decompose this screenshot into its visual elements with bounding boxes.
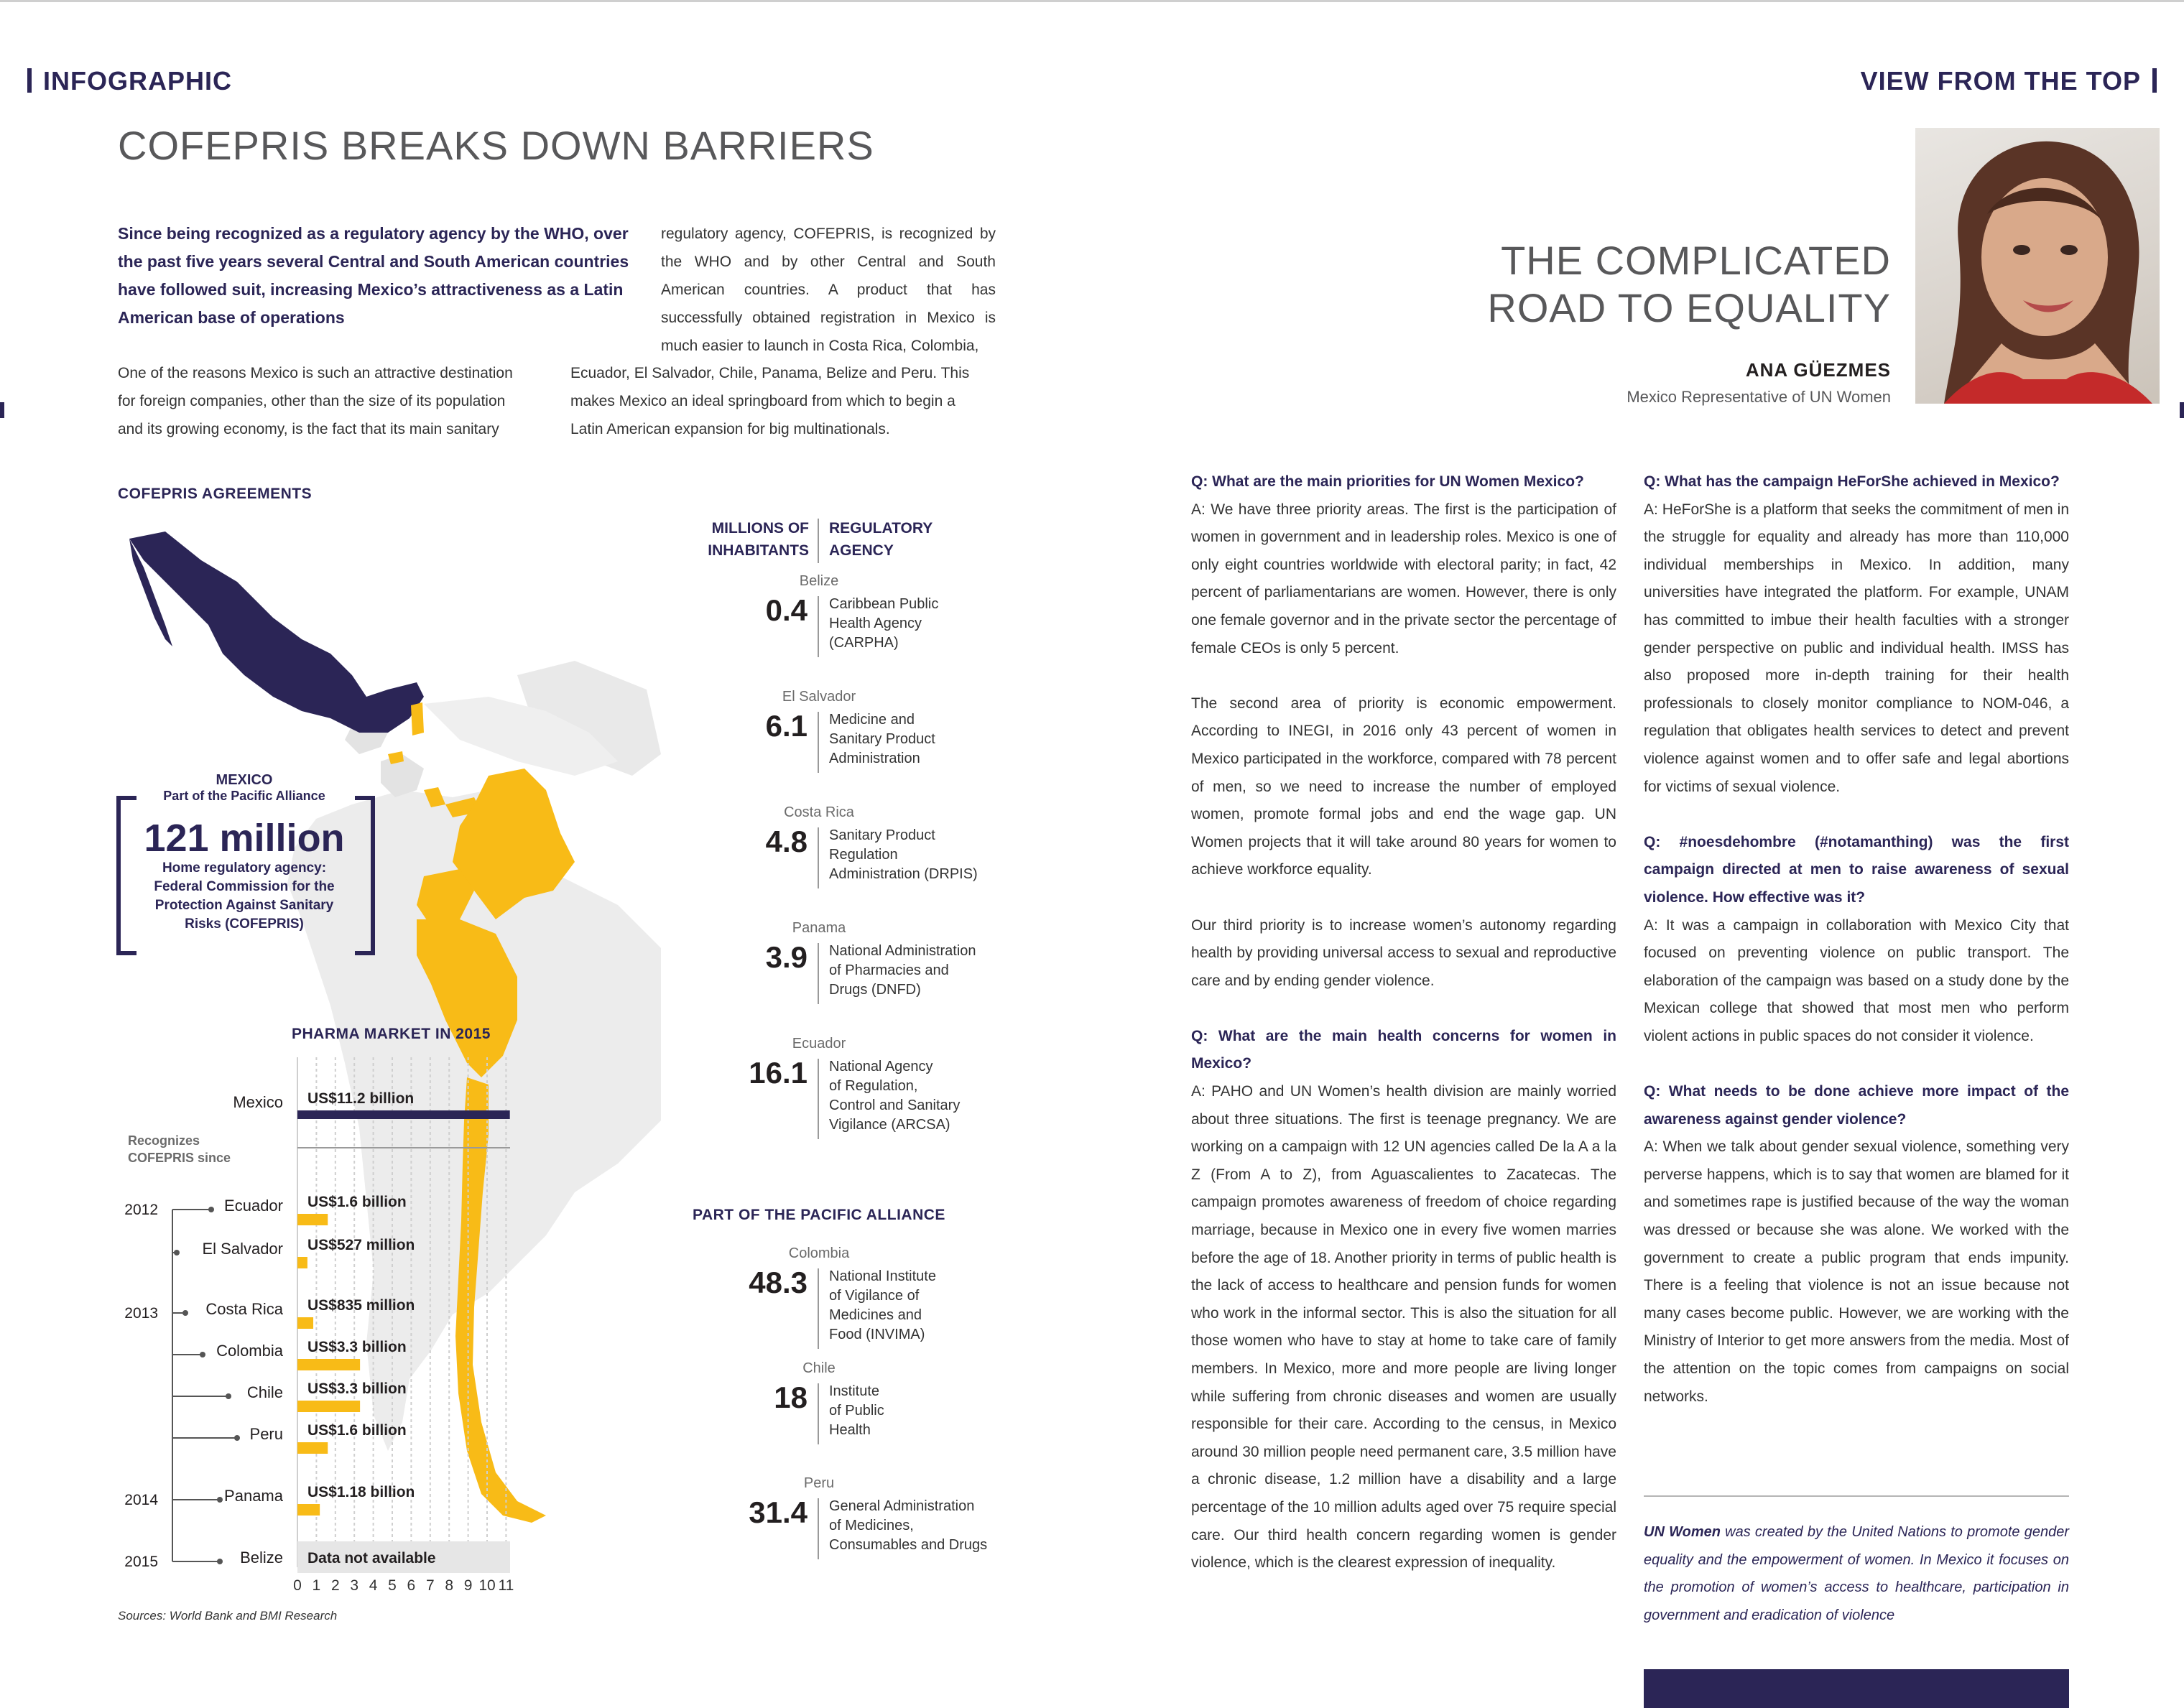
country-population: 4.8 <box>765 825 808 858</box>
country-agency-line: Caribbean Public <box>829 596 939 612</box>
unwomen-name: UN Women <box>1644 1524 1721 1540</box>
country-name: Peru <box>803 1475 835 1491</box>
chart-bar <box>297 1359 360 1370</box>
country-agency <box>829 1382 1001 1440</box>
mexico-agency-line: Home regulatory agency: <box>162 860 327 876</box>
agreements-heading: COFEPRIS AGREEMENTS <box>118 486 313 502</box>
page-title-left: COFEPRIS BREAKS DOWN BARRIERS <box>118 123 874 168</box>
mexico-subtitle: Part of the Pacific Alliance <box>163 789 325 803</box>
chart-data-label: US$835 million <box>307 1297 415 1314</box>
chart-bar <box>297 1214 328 1225</box>
lead-paragraph: Since being recognized as a regulatory agency by the WHO, over the past five years several Central and South American countries have followed suit, increasing Mexico’s attractiveness as a Latin American base of operations <box>118 224 629 327</box>
country-agency-line: of Pharmacies and <box>829 962 949 978</box>
chart-tick-label: 4 <box>369 1577 378 1594</box>
pacific-alliance-heading: PART OF THE PACIFIC ALLIANCE <box>693 1207 945 1223</box>
chart-year-label: 2013 <box>124 1305 158 1322</box>
country-divider <box>818 596 819 657</box>
country-agency-line: Administration <box>829 751 920 766</box>
body-col2-bottom <box>570 359 1001 443</box>
country-agency <box>829 826 1001 884</box>
chart-category-label: Mexico <box>233 1093 283 1111</box>
chart-data-label: US$1.6 billion <box>307 1194 407 1210</box>
country-agency-line: Health Agency <box>829 616 922 631</box>
chart-bar <box>297 1317 313 1329</box>
col-head-divider <box>818 519 819 563</box>
chart-data-label: US$3.3 billion <box>307 1339 407 1355</box>
qa-column-2 <box>1644 468 2069 1411</box>
body-line: for foreign companies, other than the size of its population <box>118 393 506 409</box>
page-title-right-l1: THE COMPLICATED <box>1501 238 1891 283</box>
pharma-market-chart <box>108 1049 539 1595</box>
chart-tick-label: 11 <box>498 1577 514 1594</box>
body-line: Ecuador, El Salvador, Chile, Panama, Belize and Peru. This <box>570 365 970 381</box>
country-name: Chile <box>802 1360 836 1376</box>
recognizes-label-l1: Recognizes <box>128 1133 200 1148</box>
chart-year-label: 2015 <box>124 1554 158 1570</box>
page-title-right <box>1487 237 1891 332</box>
chart-category-label: Costa Rica <box>205 1300 283 1318</box>
country-agency <box>829 1497 1001 1555</box>
country-population: 31.4 <box>749 1495 808 1529</box>
chart-tick-label: 7 <box>425 1577 435 1594</box>
chart-tick-label: 9 <box>463 1577 473 1594</box>
interviewee-role: Mexico Representative of UN Women <box>1627 388 1891 406</box>
country-divider <box>818 1268 819 1349</box>
chart-category-label: Belize <box>240 1549 283 1567</box>
country-agency-line: Medicine and <box>829 712 915 728</box>
country-name: Panama <box>792 920 846 936</box>
body-line: One of the reasons Mexico is such an attractive destination <box>118 365 513 381</box>
country-agency <box>829 595 1001 653</box>
chart-tick-label: 8 <box>445 1577 454 1594</box>
country-divider <box>818 1059 819 1139</box>
country-divider <box>818 1498 819 1559</box>
qa-spacer <box>1191 884 1616 912</box>
col-head-inhabitants-l1: MILLIONS OF <box>711 520 809 537</box>
chart-category-label: Ecuador <box>224 1197 283 1215</box>
map-mexico-shape <box>129 532 424 733</box>
qa-spacer <box>1191 995 1616 1023</box>
country-agency-line: Sanitary Product <box>829 731 935 747</box>
mexico-agency-line: Protection Against Sanitary <box>154 898 334 913</box>
qa-answer: A: We have three priority areas. The first is the participation of women in government and in leadership roles. Mexico is one of only eight countries worldwide with electoral parity; in fact, 42 percent of parliamentarians are women. However, there is only one female governor and in the private sector the percentage of female CEOs is only 5 percent. <box>1191 501 1616 656</box>
country-agency-line: Medicines and <box>829 1307 922 1323</box>
qa-question: Q: #noesdehombre (#notamanthing) was the first campaign directed at men to raise awareness of sexual violence. How effective was it? <box>1644 833 2069 906</box>
qa-answer: A: It was a campaign in collaboration with Mexico City that focused on preventing violence on public transport. The elaboration of the campaign was based on a study done by the Mexican college that showed that most men who perform violent actions in public spaces do not consider it violence. <box>1644 916 2069 1044</box>
chart-year-dot <box>217 1559 223 1564</box>
country-population: 16.1 <box>749 1056 808 1090</box>
qa-question: Q: What are the main health concerns for women in Mexico? <box>1191 1027 1616 1072</box>
country-population: 0.4 <box>765 593 808 627</box>
chart-year-label: 2014 <box>124 1492 158 1508</box>
chart-tick-label: 2 <box>330 1577 340 1594</box>
col-head-agency <box>829 517 973 562</box>
chart-bar <box>297 1442 328 1454</box>
country-divider <box>818 943 819 1004</box>
page-title-right-l2: ROAD TO EQUALITY <box>1487 285 1891 330</box>
country-name: El Salvador <box>782 689 856 705</box>
country-divider <box>818 1383 819 1444</box>
qa-spacer <box>1191 662 1616 690</box>
country-agency <box>829 1267 1001 1345</box>
country-population: 48.3 <box>749 1266 808 1299</box>
mexico-population: 121 million <box>144 817 345 860</box>
unwomen-text: was created by the United Nations to promote gender equality and the empowerment of women. In Mexico it focuses on the promotion of women’s access to healthcare, participation in government and eradication of violence <box>1644 1524 2069 1623</box>
country-agency-line: of Medicines, <box>829 1518 914 1533</box>
section-label-view-from-the-top: VIEW FROM THE TOP <box>1861 66 2157 96</box>
col-head-agency-l1: REGULATORY <box>829 520 933 537</box>
qa-spacer <box>1644 1050 2069 1078</box>
chart-data-label: US$1.18 billion <box>307 1484 415 1500</box>
unwomen-box-rule <box>1644 1495 2069 1497</box>
country-agency <box>829 1057 1001 1135</box>
country-agency-line: National Institute <box>829 1268 936 1284</box>
country-agency-line: Sanitary Product <box>829 827 935 843</box>
country-agency-line: of Public <box>829 1403 884 1419</box>
qa-spacer <box>1644 801 2069 829</box>
country-name: Colombia <box>788 1245 850 1261</box>
eye-left <box>2013 245 2030 255</box>
qa-answer: A: When we talk about gender sexual violence, something very perverse happens, which is to say that women are blamed for it and sometimes rape is justified because of the way the woman was dressed or because she was alone. We worked with the government to create a public program that ends impunity. There is a feeling that violence is not an issue because not many cases become public. However, we are working with the Ministry of Interior to get more answers from the media. Most of the attention on the topic comes from campaigns on social networks. <box>1644 1138 2069 1405</box>
country-agency-line: Health <box>829 1422 871 1438</box>
body-line: Latin American expansion for big multinationals. <box>570 421 890 437</box>
chart-data-label: US$1.6 billion <box>307 1422 407 1439</box>
country-agency-line: National Agency <box>829 1059 933 1075</box>
chart-year-dot <box>208 1207 214 1212</box>
chart-year-dot <box>200 1352 205 1357</box>
country-agency-line: Regulation <box>829 847 898 863</box>
chart-category-label: Peru <box>249 1425 283 1443</box>
chart-bar <box>297 1504 320 1516</box>
country-agency-line: Consumables and Drugs <box>829 1537 988 1553</box>
sources-note: Sources: World Bank and BMI Research <box>118 1609 338 1623</box>
top-rule <box>0 0 2184 2</box>
col-head-inhabitants <box>694 517 809 562</box>
qa-answer: The second area of priority is economic empowerment. According to INEGI, in 2016 only 43 percent of women in Mexico participated in the workforce, compared with 78 percent of men, so we need to increase the number of employed women, promote formal jobs and end the wage gap. UN Women projects that it will take around 80 years for women to achieve workforce equality. <box>1191 695 1616 878</box>
qa-question: Q: What needs to be done achieve more impact of the awareness against gender violence? <box>1644 1083 2069 1128</box>
eye-right <box>2060 245 2078 255</box>
country-agency-line: National Administration <box>829 943 976 959</box>
unwomen-note <box>1644 1518 2069 1629</box>
country-population: 3.9 <box>765 940 808 974</box>
body-col1 <box>118 359 563 443</box>
country-divider <box>818 712 819 773</box>
qa-column-1 <box>1191 468 1616 1577</box>
chart-year-dot <box>174 1250 180 1256</box>
chart-year-dot <box>226 1393 231 1399</box>
country-agency-line: Institute <box>829 1383 880 1399</box>
mexico-agency-line: Federal Commission for the <box>154 879 335 894</box>
map-belize-shape <box>411 702 424 735</box>
chart-year-label: 2012 <box>124 1202 158 1218</box>
interviewee-name: ANA GÜEZMES <box>1745 359 1891 381</box>
chart-tick-label: 5 <box>388 1577 397 1594</box>
qa-question: Q: What are the main priorities for UN Women Mexico? <box>1191 473 1584 490</box>
country-agency <box>829 942 1001 1000</box>
country-divider <box>818 827 819 888</box>
chart-tick-label: 10 <box>478 1577 496 1594</box>
country-agency-line: Food (INVIMA) <box>829 1327 925 1342</box>
country-name: Belize <box>799 573 839 589</box>
country-agency-line: (CARPHA) <box>829 635 899 651</box>
col-head-agency-l2: AGENCY <box>829 542 894 559</box>
chart-category-label: Panama <box>224 1487 283 1505</box>
chart-title: PHARMA MARKET IN 2015 <box>292 1026 491 1042</box>
chart-bar <box>297 1401 360 1412</box>
chart-year-dot <box>234 1435 240 1441</box>
footer-navy-bar <box>1644 1669 2069 1708</box>
country-name: Ecuador <box>792 1036 846 1052</box>
portrait-illustration <box>1915 128 2160 404</box>
chart-category-label: El Salvador <box>202 1240 283 1258</box>
page-tick-left <box>0 402 4 418</box>
country-population: 6.1 <box>765 709 808 743</box>
chart-year-dot <box>217 1497 223 1503</box>
section-label-infographic: INFOGRAPHIC <box>27 66 232 96</box>
chart-data-label: Data not available <box>307 1550 436 1567</box>
chart-tick-label: 1 <box>312 1577 321 1594</box>
chart-year-dot <box>182 1310 188 1316</box>
chart-tick-label: 3 <box>350 1577 359 1594</box>
country-agency-line: Control and Sanitary <box>829 1097 961 1113</box>
country-agency-line: of Vigilance of <box>829 1288 920 1304</box>
qa-answer: A: HeForShe is a platform that seeks the commitment of men in the struggle for equality and already has more than 110,000 individual memberships in Mexico. In addition, many universities have integrated the platform. For example, UNAM has committed to imbue their health faculties with a stronger gender perspective on public and individual health. IMSS has also proposed more in-depth training for their health professionals to closely monitor compliance to NOM-046, a regulation that obligates health services to detect and prevent violence against women and to offer safe and legal abortions for victims of sexual violence. <box>1644 501 2069 795</box>
col-head-inhabitants-l2: INHABITANTS <box>708 542 809 559</box>
mexico-callout <box>118 772 371 804</box>
chart-bar <box>297 1257 307 1268</box>
chart-data-label: US$3.3 billion <box>307 1380 407 1397</box>
country-agency-line: Drugs (DNFD) <box>829 982 921 998</box>
mexico-agency <box>132 859 356 934</box>
country-agency-line: Vigilance (ARCSA) <box>829 1117 950 1133</box>
qa-answer: A: PAHO and UN Women’s health division are mainly worried about three situations. The first is teenage pregnancy. We are working on a campaign with 12 UN agencies called De la A a la Z (From A to Z), from Aguascalientes to Zacatecas. The campaign promotes awareness of freedom of choice regarding marriage, because in Mexico one in every five women marries before the age of 18. Another priority in terms of public health is the lack of access to healthcare and pension funds for women who work in the informal sector. This is also the situation for all those women who have to stay at home to take care of family members. In Mexico, more and more people are living longer while suffering from chronic diseases and women are usually responsible for their care. According to the census, in Mexico around 30 million people need permanent care, 3.5 million have a chronic disease, 1.2 million have a disability and a large percentage of the 10 million adults aged over 75 require special care. Our third health concern regarding women is gender violence, which is the clearest expression of inequality. <box>1191 1083 1616 1572</box>
country-agency <box>829 710 1001 769</box>
mexico-agency-line: Risks (COFEPRIS) <box>185 916 304 932</box>
page-tick-right <box>2180 402 2184 418</box>
portrait-photo <box>1915 128 2160 404</box>
country-agency-line: General Administration <box>829 1498 975 1514</box>
qa-answer: Our third priority is to increase women’s autonomy regarding health by providing universal access to sexual and reproductive care and by ending gender violence. <box>1191 916 1616 989</box>
country-name: Costa Rica <box>784 804 854 820</box>
mexico-name: MEXICO <box>216 772 273 788</box>
chart-tick-label: 0 <box>293 1577 302 1594</box>
chart-category-label: Colombia <box>216 1342 283 1360</box>
country-agency-line: of Regulation, <box>829 1078 918 1094</box>
body-line: makes Mexico an ideal springboard from which to begin a <box>570 393 956 409</box>
country-agency-line: Administration (DRPIS) <box>829 866 978 882</box>
body-line: and its growing economy, is the fact that its main sanitary <box>118 421 499 437</box>
chart-bar <box>297 1110 510 1119</box>
recognizes-label-l2: COFEPRIS since <box>128 1151 231 1165</box>
chart-data-label: US$527 million <box>307 1237 415 1253</box>
body-col2-top: regulatory agency, COFEPRIS, is recognized by the WHO and by other Central and South American countries. A product that has successfully obtained registration in Mexico is much easier to launch in Costa Rica, Colombia, <box>661 226 996 354</box>
chart-category-label: Chile <box>246 1383 283 1401</box>
qa-question: Q: What has the campaign HeForShe achieved in Mexico? <box>1644 473 2060 490</box>
chart-tick-label: 6 <box>407 1577 416 1594</box>
country-population: 18 <box>774 1380 808 1414</box>
chart-data-label: US$11.2 billion <box>307 1090 415 1107</box>
